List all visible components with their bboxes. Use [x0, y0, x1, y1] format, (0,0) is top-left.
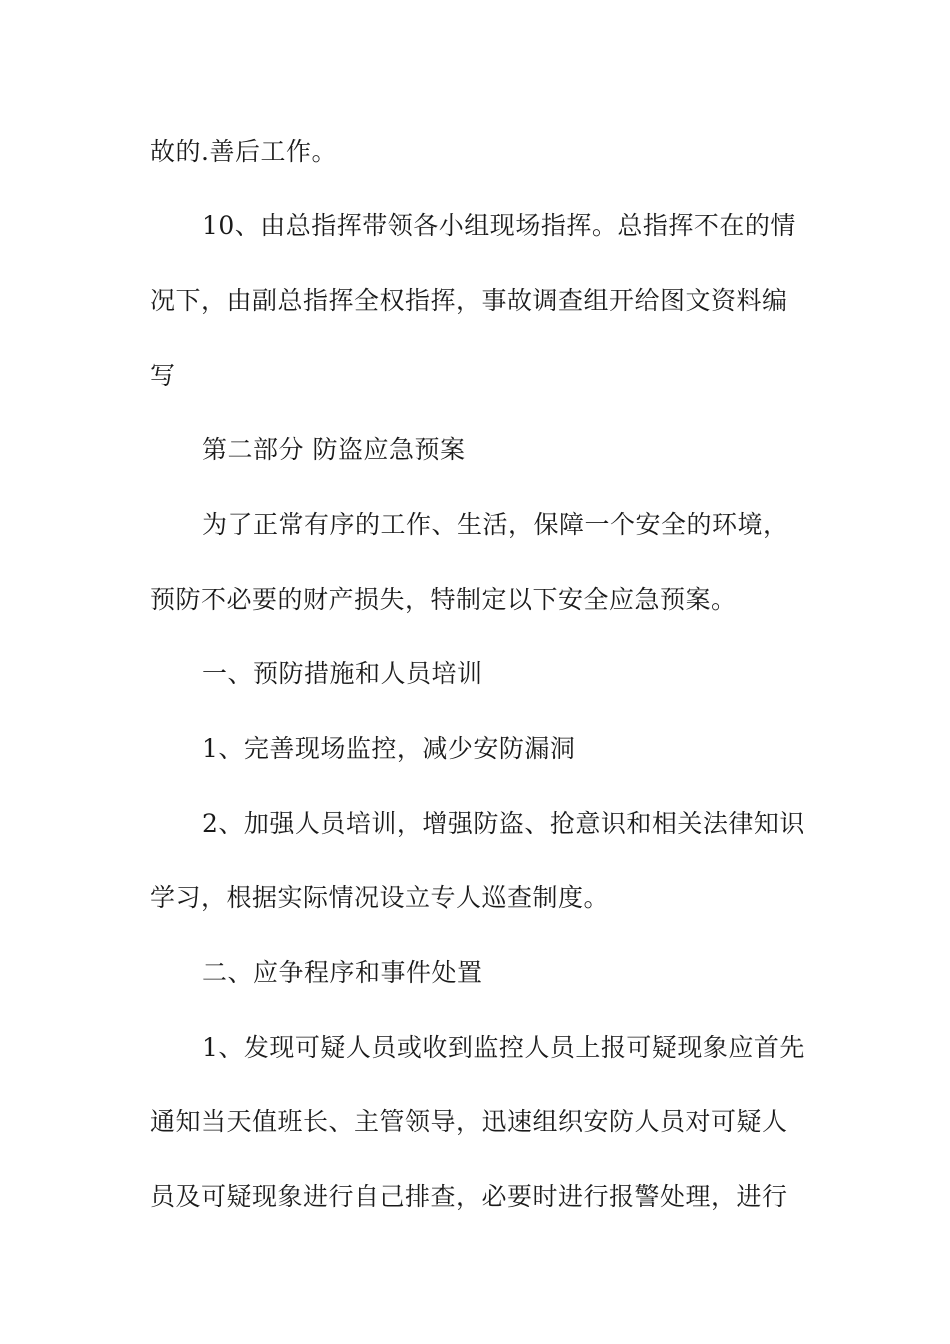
subheading-2: 二、应争程序和事件处置 [202, 958, 483, 987]
section-heading: 第二部分 防盗应急预案 [202, 435, 466, 464]
subheading-1: 一、预防措施和人员培训 [202, 659, 483, 688]
text-line-9: 1、完善现场监控，减少安防漏洞 [202, 734, 576, 763]
text-line-11: 学习，根据实际情况设立专人巡查制度。 [150, 883, 610, 912]
text-line-7: 预防不必要的财产损失，特制定以下安全应急预案。 [150, 585, 737, 614]
text-line-14: 通知当天值班长、主管领导，迅速组织安防人员对可疑人 [150, 1107, 788, 1136]
text-line-10: 2、加强人员培训，增强防盗、抢意识和相关法律知识 [202, 809, 805, 838]
text-line-13: 1、发现可疑人员或收到监控人员上报可疑现象应首先 [202, 1033, 805, 1062]
text-line-1: 故的.善后工作。 [150, 137, 337, 166]
text-line-15: 员及可疑现象进行自己排查，必要时进行报警处理，进行 [150, 1182, 788, 1211]
text-line-3: 况下，由副总指挥全权指挥，事故调查组开给图文资料编 [150, 286, 788, 315]
text-line-4: 写 [150, 361, 176, 390]
text-line-2: 10、由总指挥带领各小组现场指挥。总指挥不在的情 [202, 211, 796, 240]
text-line-6: 为了正常有序的工作、生活，保障一个安全的环境， [202, 510, 789, 539]
